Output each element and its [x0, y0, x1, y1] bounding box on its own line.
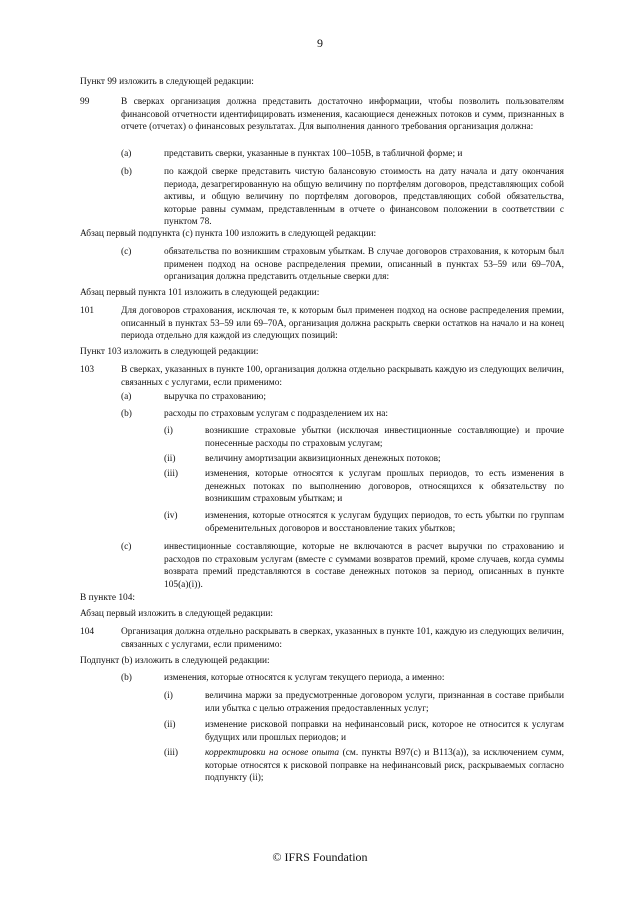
subitem-iv-text: изменения, которые относятся к услугам будущих периодов, то есть убытки по группам обременительных договоров и восстановление таких убытков;	[205, 511, 564, 534]
paragraph-101-text: Для договоров страхования, исключая те, к которым был применен подход на основе распределения премии, описанный в пунктах 53–59 или 69–70A, организация должна раскрыть сверки остатков на начало и на конец периода отдельно для каждой из следующих позиций:	[121, 306, 564, 342]
subitem-iii-text	[205, 747, 564, 785]
item-b-text: по каждой сверке представить чистую балансовую стоимость на дату начала и дату окончания периода, дезагрегированную на общую величину по портфелям договоров, представляющих собой активы, и общую величину по портфелям договоров, представляющих собой обязательства, которые равны суммам, представленным в отчете о финансовом положении в соответствии с пунктом 78.	[164, 167, 564, 228]
subitem-iii-italic-term: корректировки на основе опыта	[205, 748, 340, 758]
item-c-label: (c)	[121, 247, 132, 257]
item-a-label: (a)	[121, 392, 132, 402]
paragraph-number-101: 101	[80, 306, 95, 316]
paragraph-99-text: В сверках организация должна представить достаточно информации, чтобы позволить пользователям финансовой отчетности идентифицировать изменения, касающиеся денежных потоков и сумм, признанных в отчете (отчетах) о финансовых результатах. Для выполнения данного требования организация должна:	[121, 97, 564, 133]
instruction-100c: Абзац первый подпункта (c) пункта 100 изложить в следующей редакции:	[80, 229, 377, 239]
instruction-104b: Подпункт (b) изложить в следующей редакции:	[80, 656, 270, 666]
instruction-101: Абзац первый пункта 101 изложить в следующей редакции:	[80, 288, 320, 298]
page-number: 9	[317, 36, 323, 50]
instruction-99: Пункт 99 изложить в следующей редакции:	[80, 77, 254, 87]
item-b-text: расходы по страховым услугам с подразделением их на:	[164, 409, 388, 419]
instruction-104: В пункте 104:	[80, 593, 136, 603]
subitem-i-text: возникшие страховые убытки (исключая инвестиционные составляющие) и прочие понесенные расходы по страховым услугам;	[205, 426, 564, 449]
subitem-i-label: (i)	[164, 426, 173, 436]
instruction-104-first-para: Абзац первый изложить в следующей редакции:	[80, 609, 274, 619]
item-b-label: (b)	[121, 673, 132, 683]
subitem-ii-label: (ii)	[164, 454, 176, 464]
paragraph-number-99: 99	[80, 97, 90, 107]
subitem-iii-text: изменения, которые относятся к услугам прошлых периодов, то есть изменения в денежных потоках по выполнению договоров, относящихся к обязательству по возникшим страховым убыткам; и	[205, 469, 564, 505]
instruction-103: Пункт 103 изложить в следующей редакции:	[80, 347, 259, 357]
subitem-i-text: величина маржи за предусмотренные договором услуги, признанная в составе прибыли или убытка с целью отражения предоставленных услуг;	[205, 691, 564, 714]
subitem-iii-label: (iii)	[164, 748, 179, 758]
subitem-iv-label: (iv)	[164, 511, 178, 521]
subitem-ii-text: величину амортизации аквизиционных денежных потоков;	[205, 454, 441, 464]
footer-copyright: © IFRS Foundation	[272, 850, 368, 864]
item-b-text: изменения, которые относятся к услугам текущего периода, а именно:	[164, 673, 445, 683]
item-b-label: (b)	[121, 409, 132, 419]
paragraph-number-103: 103	[80, 365, 95, 375]
subitem-ii-label: (ii)	[164, 720, 176, 730]
subitem-i-label: (i)	[164, 691, 173, 701]
paragraph-104-text: Организация должна отдельно раскрывать в сверках, указанных в пункте 101, каждую из следующих величин, связанных с услугами, если применимо:	[121, 627, 564, 650]
item-c-label: (c)	[121, 542, 132, 552]
paragraph-103-text: В сверках, указанных в пункте 100, организация должна отдельно раскрывать каждую из следующих величин, связанных с услугами, если применимо:	[121, 365, 564, 388]
item-c-text: инвестиционные составляющие, которые не включаются в расчет выручки по страхованию и расходов по страховым услугам (вместе с суммами возвратов премий, кроме случаев, когда суммы возврата премий представляются в составе денежных потоков за период, описанных в пункте 105(a)(i)).	[164, 542, 564, 590]
item-a-label: (a)	[121, 149, 132, 159]
subitem-iii-label: (iii)	[164, 469, 179, 479]
item-c-text: обязательства по возникшим страховым убыткам. В случае договоров страхования, к которым был применен подход на основе распределения премии, описанный в пунктах 53–59 или 69–70A, организация должна представить отдельные сверки для:	[164, 247, 564, 283]
item-b-label: (b)	[121, 167, 132, 177]
subitem-iii-rest: (см. пункты B97(c) и B113(a)), за исключением сумм, которые относятся к рисковой поправке на нефинансовый риск, раскрываемых согласно подпункту (ii);	[205, 748, 564, 784]
subitem-ii-text: изменение рисковой поправки на нефинансовый риск, которое не относится к услугам будущих или прошлых периодов; и	[205, 720, 564, 743]
paragraph-number-104: 104	[80, 627, 95, 637]
item-a-text: выручка по страхованию;	[164, 392, 267, 402]
item-a-text: представить сверки, указанные в пунктах 100–105B, в табличной форме; и	[164, 149, 463, 159]
